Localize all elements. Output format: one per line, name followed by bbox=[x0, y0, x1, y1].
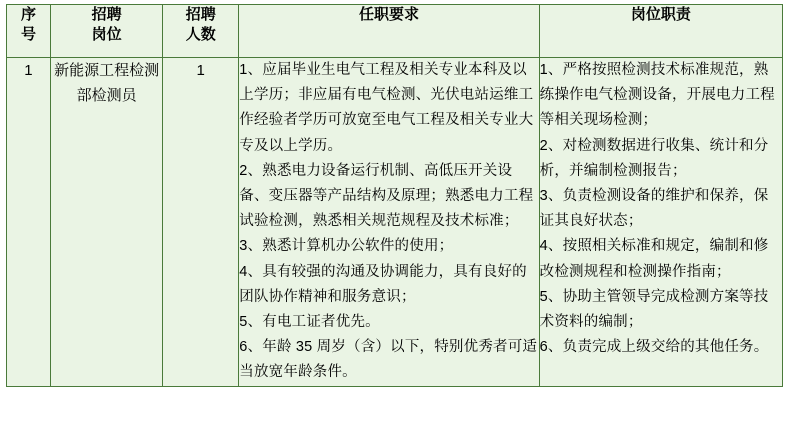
duty-item: 5、协助主管领导完成检测方案等技术资料的编制； bbox=[539, 288, 769, 331]
header-cell-duties bbox=[539, 5, 782, 58]
requirement-item: 3、熟悉计算机办公软件的使用； bbox=[239, 238, 454, 255]
cell-duties bbox=[539, 58, 782, 387]
header-line: 招聘 bbox=[185, 6, 216, 23]
header-line: 号 bbox=[21, 26, 37, 43]
header-cell-count bbox=[163, 5, 239, 58]
recruitment-table bbox=[6, 4, 783, 387]
header-cell-requirements bbox=[239, 5, 539, 58]
table-row bbox=[7, 58, 783, 387]
cell-post-name: 新能源工程检测部检测员 bbox=[51, 58, 163, 387]
requirement-item: 1、应届毕业生电气工程及相关专业本科及以上学历；非应届有电气检测、光伏电站运维工作经验者学历可放宽至电气工程及相关专业大专及以上学历。 bbox=[239, 62, 534, 154]
cell-headcount: 1 bbox=[163, 58, 239, 387]
requirement-item: 5、有电工证者优先。 bbox=[239, 314, 380, 331]
duty-item: 6、负责完成上级交给的其他任务。 bbox=[539, 339, 769, 356]
header-line: 序 bbox=[21, 6, 37, 23]
header-line: 岗位 bbox=[91, 26, 122, 43]
header-line: 招聘 bbox=[91, 6, 122, 23]
duty-item: 2、对检测数据进行收集、统计和分析，并编制检测报告； bbox=[539, 137, 769, 179]
requirement-item: 6、年龄 35 周岁（含）以下，特别优秀者可适当放宽年龄条件。 bbox=[239, 339, 538, 381]
header-line: 岗位职责 bbox=[630, 6, 691, 23]
duty-item: 4、按照相关标准和规定，编制和修改检测规程和检测操作指南； bbox=[539, 238, 769, 280]
cell-requirements bbox=[239, 58, 539, 387]
requirement-item: 2、熟悉电力设备运行机制、高低压开关设备、变压器等产品结构及原理；熟悉电力工程试验检测，熟悉相关规范规程及技术标准； bbox=[239, 162, 534, 230]
header-line: 任职要求 bbox=[358, 6, 419, 23]
header-line: 人数 bbox=[185, 26, 216, 43]
header-cell-serial bbox=[7, 5, 51, 58]
table-header-row bbox=[7, 5, 783, 58]
requirement-item: 4、具有较强的沟通及协调能力，具有良好的团队协作精神和服务意识； bbox=[239, 263, 527, 305]
duty-item: 3、负责检测设备的维护和保养，保证其良好状态； bbox=[539, 188, 769, 230]
cell-serial-number: 1 bbox=[7, 58, 51, 387]
duty-item: 1、严格按照检测技术标准规范，熟练操作电气检测设备，开展电力工程等相关现场检测； bbox=[539, 62, 775, 129]
header-cell-post bbox=[51, 5, 163, 58]
